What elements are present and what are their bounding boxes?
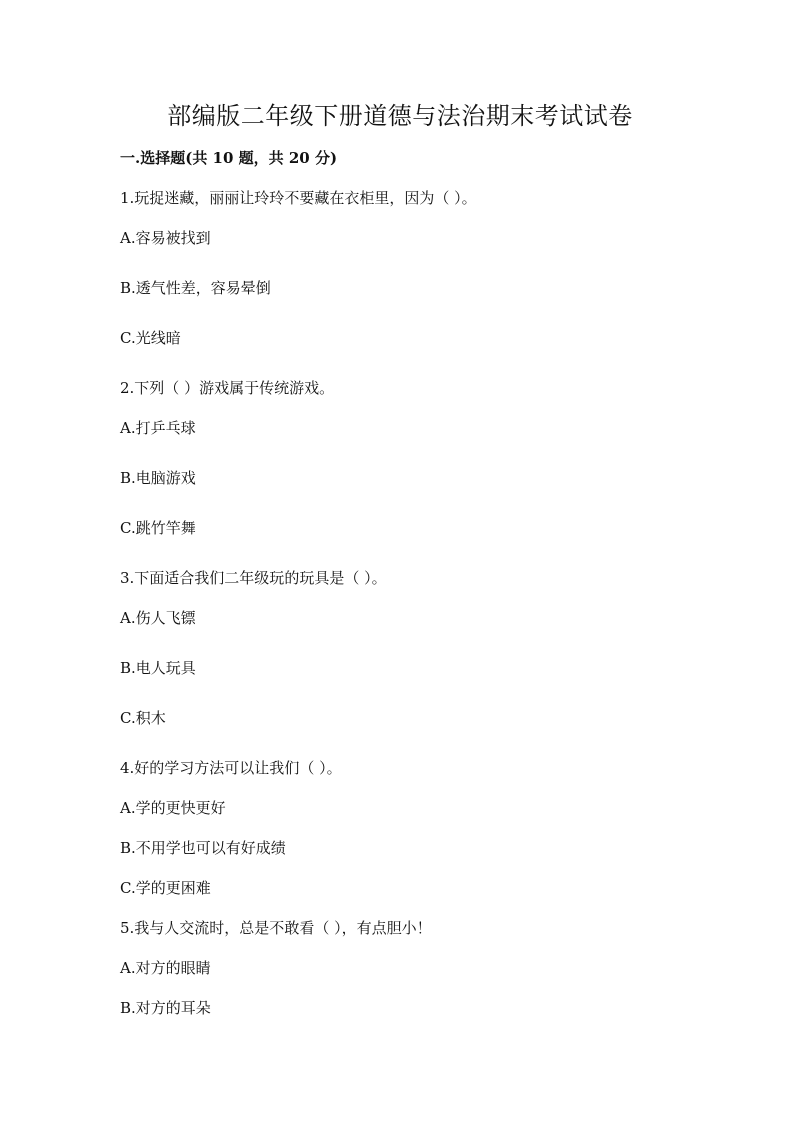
question-3-option-a: A.伤人飞镖 [120, 609, 196, 627]
page-title: 部编版二年级下册道德与法治期末考试试卷 [167, 102, 633, 130]
question-2-option-a: A.打乒乓球 [120, 419, 196, 437]
question-1-option-c: C.光线暗 [120, 329, 181, 347]
question-1-option-a: A.容易被找到 [120, 229, 211, 247]
question-5-option-b: B.对方的耳朵 [120, 999, 211, 1017]
question-stem-3: 3.下面适合我们二年级玩的玩具是（ ）。 [120, 569, 387, 587]
section-heading: 一.选择题(共 10 题，共 20 分) [120, 149, 338, 167]
question-1-option-b: B.透气性差，容易晕倒 [120, 279, 271, 297]
question-3-option-b: B.电人玩具 [120, 659, 196, 677]
question-4-option-c: C.学的更困难 [120, 879, 211, 897]
question-4-option-b: B.不用学也可以有好成绩 [120, 839, 286, 857]
question-3-option-c: C.积木 [120, 709, 166, 727]
question-4-option-a: A.学的更快更好 [120, 799, 226, 817]
question-stem-5: 5.我与人交流时，总是不敢看（ ），有点胆小！ [120, 919, 432, 937]
question-2-option-b: B.电脑游戏 [120, 469, 196, 487]
question-stem-2: 2.下列（ ）游戏属于传统游戏。 [120, 379, 335, 397]
question-stem-4: 4.好的学习方法可以让我们（ ）。 [120, 759, 342, 777]
question-stem-1: 1.玩捉迷藏，丽丽让玲玲不要藏在衣柜里，因为（ ）。 [120, 189, 477, 207]
question-2-option-c: C.跳竹竿舞 [120, 519, 196, 537]
question-5-option-a: A.对方的眼睛 [120, 959, 211, 977]
